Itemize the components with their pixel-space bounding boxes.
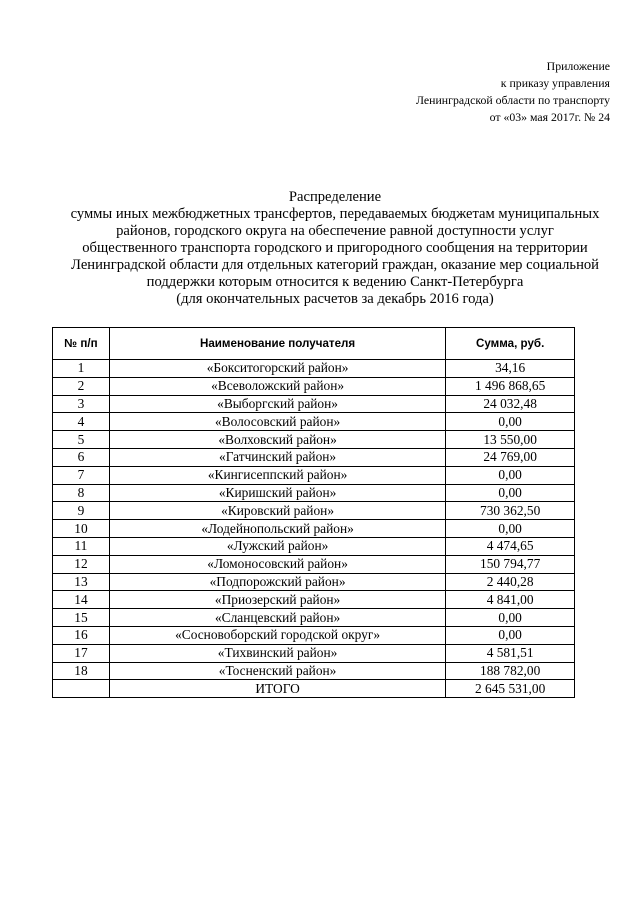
table-row [53,573,575,591]
total-number-cell [53,680,110,698]
amount-cell: 4 581,51 [446,644,575,662]
table-row [53,609,575,627]
title-line: суммы иных межбюджетных трансфертов, передаваемых бюджетам муниципальных [70,206,600,222]
recipient-name-cell: «Тихвинский район» [109,644,445,662]
table-row [53,466,575,484]
row-number-cell: 14 [53,591,110,609]
amount-cell: 24 032,48 [446,395,575,413]
recipient-name-cell: «Киришский район» [109,484,445,502]
recipient-name-cell: «Кировский район» [109,502,445,520]
recipient-name-cell: «Бокситогорский район» [109,360,445,378]
row-number-cell: 7 [53,466,110,484]
row-number-cell: 4 [53,413,110,431]
row-number-cell: 17 [53,644,110,662]
amount-cell: 0,00 [446,520,575,538]
recipient-name-cell: «Лодейнопольский район» [109,520,445,538]
table-row [53,448,575,466]
total-amount: 2 645 531,00 [446,680,575,698]
row-number-cell: 15 [53,609,110,627]
amount-cell: 730 362,50 [446,502,575,520]
table-row [53,431,575,449]
order-label: к приказу управления [500,76,610,90]
amount-cell: 1 496 868,65 [446,377,575,395]
recipient-name-cell: «Подпорожский район» [109,573,445,591]
title-heading: Распределение [288,189,382,205]
row-number-cell: 18 [53,662,110,680]
recipient-name-cell: «Приозерский район» [109,591,445,609]
column-header-number: № п/п [53,328,110,360]
table-row [53,537,575,555]
amount-cell: 0,00 [446,466,575,484]
title-line: поддержки которым относится к ведению Санкт-Петербурга [146,274,524,290]
row-number-cell: 12 [53,555,110,573]
amount-cell: 24 769,00 [446,448,575,466]
table-row [53,662,575,680]
table-row [53,484,575,502]
recipient-name-cell: «Сосновоборский городской округ» [109,626,445,644]
title-line: районов, городского округа на обеспечение равной доступности услуг [116,223,554,239]
total-label: ИТОГО [109,680,445,698]
table-row [53,644,575,662]
amount-cell: 0,00 [446,626,575,644]
recipient-name-cell: «Сланцевский район» [109,609,445,627]
recipient-name-cell: «Выборгский район» [109,395,445,413]
recipient-name-cell: «Тосненский район» [109,662,445,680]
row-number-cell: 2 [53,377,110,395]
column-header-amount: Сумма, руб. [446,328,575,360]
authority-label: Ленинградской области по транспорту [416,93,610,107]
table-row [53,413,575,431]
table-row [53,626,575,644]
amount-cell: 2 440,28 [446,573,575,591]
amount-cell: 0,00 [446,413,575,431]
column-header-recipient: Наименование получателя [109,328,445,360]
amount-cell: 13 550,00 [446,431,575,449]
amount-cell: 0,00 [446,609,575,627]
table-row [53,502,575,520]
recipient-name-cell: «Лужский район» [109,537,445,555]
row-number-cell: 13 [53,573,110,591]
row-number-cell: 10 [53,520,110,538]
table-header-row [53,328,575,360]
recipient-name-cell: «Гатчинский район» [109,448,445,466]
title-line: общественного транспорта городского и пригородного сообщения на территории [82,240,588,256]
table-row [53,395,575,413]
row-number-cell: 6 [53,448,110,466]
amount-cell: 188 782,00 [446,662,575,680]
row-number-cell: 8 [53,484,110,502]
row-number-cell: 5 [53,431,110,449]
title-line: Ленинградской области для отдельных категорий граждан, оказание мер социальной [71,257,599,273]
table-row [53,555,575,573]
table-row [53,520,575,538]
table-row [53,360,575,378]
total-row [53,680,575,698]
recipient-name-cell: «Ломоносовский район» [109,555,445,573]
table-row [53,591,575,609]
order-date-number: от «03» мая 2017г. № 24 [489,110,610,124]
amount-cell: 0,00 [446,484,575,502]
title-period: (для окончательных расчетов за декабрь 2016 года) [176,291,494,307]
row-number-cell: 1 [53,360,110,378]
recipient-name-cell: «Кингисеппский район» [109,466,445,484]
recipient-name-cell: «Волховский район» [109,431,445,449]
document-title [40,189,630,308]
order-reference-block [416,58,610,126]
amount-cell: 34,16 [446,360,575,378]
row-number-cell: 9 [53,502,110,520]
amount-cell: 4 474,65 [446,537,575,555]
row-number-cell: 11 [53,537,110,555]
amount-cell: 150 794,77 [446,555,575,573]
row-number-cell: 3 [53,395,110,413]
amount-cell: 4 841,00 [446,591,575,609]
table-body [53,360,575,680]
row-number-cell: 16 [53,626,110,644]
appendix-label: Приложение [546,59,610,73]
recipient-name-cell: «Всеволожский район» [109,377,445,395]
table-row [53,377,575,395]
recipient-name-cell: «Волосовский район» [109,413,445,431]
distribution-table [52,327,575,698]
